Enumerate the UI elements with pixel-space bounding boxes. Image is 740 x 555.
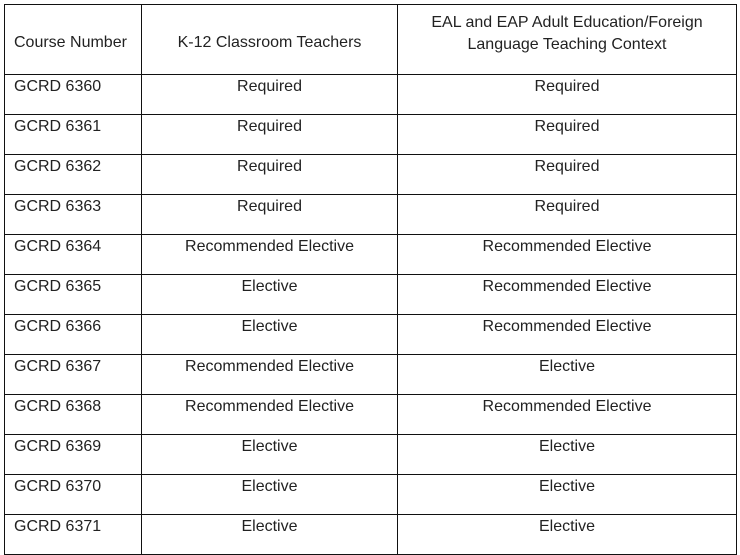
k12-status-cell: Recommended Elective [142,395,398,435]
k12-status-cell: Recommended Elective [142,235,398,275]
course-number-cell: GCRD 6366 [5,315,142,355]
table-row [5,475,737,515]
k12-status-cell: Recommended Elective [142,355,398,395]
k12-status-cell: Required [142,75,398,115]
k12-status-cell: Elective [142,275,398,315]
eal-status-cell: Required [398,155,737,195]
k12-status-cell: Elective [142,315,398,355]
course-number-cell: GCRD 6368 [5,395,142,435]
course-number-cell: GCRD 6362 [5,155,142,195]
table-row [5,395,737,435]
header-eal-eap [398,5,737,75]
course-number-cell: GCRD 6363 [5,195,142,235]
header-course-number: Course Number [5,5,142,75]
eal-status-cell: Elective [398,435,737,475]
eal-status-cell: Required [398,75,737,115]
table-header [5,5,737,75]
course-number-cell: GCRD 6367 [5,355,142,395]
k12-status-cell: Required [142,155,398,195]
table-row [5,275,737,315]
k12-status-cell: Required [142,195,398,235]
table-row [5,235,737,275]
eal-status-cell: Recommended Elective [398,235,737,275]
table-row [5,155,737,195]
k12-status-cell: Required [142,115,398,155]
table-row [5,195,737,235]
eal-status-cell: Recommended Elective [398,395,737,435]
k12-status-cell: Elective [142,515,398,555]
k12-status-cell: Elective [142,475,398,515]
eal-status-cell: Recommended Elective [398,275,737,315]
course-number-cell: GCRD 6360 [5,75,142,115]
header-eal-eap-label: EAL and EAP Adult Education/Foreign Language Teaching Context [431,13,703,53]
table-row [5,515,737,555]
course-requirements-table [4,4,737,555]
eal-status-cell: Elective [398,475,737,515]
header-k12-teachers: K-12 Classroom Teachers [142,5,398,75]
course-number-cell: GCRD 6365 [5,275,142,315]
eal-status-cell: Required [398,115,737,155]
table-body [5,75,737,555]
eal-status-cell: Elective [398,515,737,555]
course-number-cell: GCRD 6369 [5,435,142,475]
course-number-cell: GCRD 6371 [5,515,142,555]
course-number-cell: GCRD 6361 [5,115,142,155]
table-row [5,315,737,355]
table-row [5,115,737,155]
course-number-cell: GCRD 6364 [5,235,142,275]
eal-status-cell: Required [398,195,737,235]
header-row [5,5,737,75]
course-table-container [4,4,737,555]
table-row [5,435,737,475]
table-row [5,355,737,395]
course-number-cell: GCRD 6370 [5,475,142,515]
k12-status-cell: Elective [142,435,398,475]
table-row [5,75,737,115]
eal-status-cell: Recommended Elective [398,315,737,355]
eal-status-cell: Elective [398,355,737,395]
